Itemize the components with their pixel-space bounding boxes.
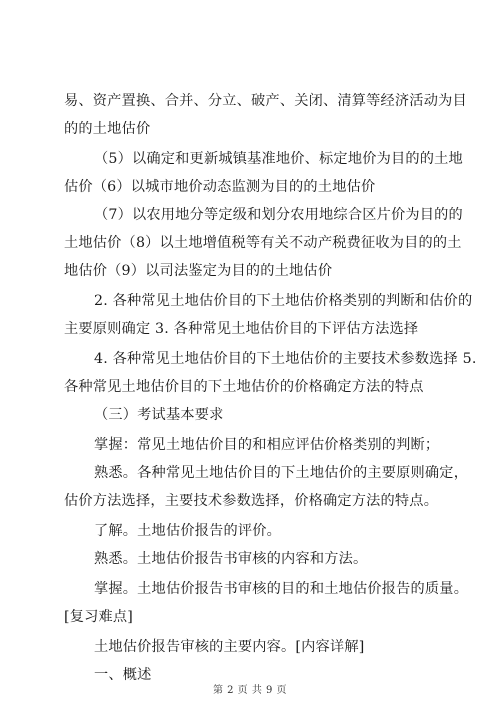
text-line: 估价（6）以城市地价动态监测为目的的土地估价 — [64, 179, 376, 195]
text-line: （5）以确定和更新城镇基准地价、标定地价为目的的土地 — [94, 151, 463, 167]
section-heading: 一、概述 — [94, 667, 152, 683]
text-line: 2. 各种常见土地估价目的下土地估价格类别的判断和估价的 — [94, 293, 473, 309]
text-line: 熟悉。土地估价报告书审核的内容和方法。 — [94, 551, 368, 567]
text-line: 4. 各种常见土地估价目的下土地估价的主要技术参数选择 5. — [94, 351, 477, 367]
text-line: 易、资产置换、合并、分立、破产、关闭、清算等经济活动为目 — [64, 93, 467, 109]
page-number: 第 2 页 共 9 页 — [212, 685, 288, 696]
section-heading: （三）考试基本要求 — [94, 407, 224, 423]
section-heading: [复习难点] — [64, 609, 134, 625]
text-line: 的的土地估价 — [64, 121, 151, 137]
text-line: 地估价（9）以司法鉴定为目的的土地估价 — [64, 263, 333, 279]
text-line: 主要原则确定 3. 各种常见土地估价目的下评估方法选择 — [64, 321, 419, 337]
text-line: 掌握：常见土地估价目的和相应评估价格类别的判断； — [94, 437, 440, 453]
text-line: 土地估价报告审核的主要内容。[内容详解] — [94, 639, 365, 655]
text-line: 各种常见土地估价目的下土地估价的价格确定方法的特点 — [64, 379, 424, 395]
text-line: 掌握。土地估价报告书审核的目的和土地估价报告的质量。 — [94, 581, 469, 597]
text-line: 了解。土地估价报告的评价。 — [94, 523, 282, 539]
text-line: （7）以农用地分等定级和划分农用地综合区片价为目的的 — [94, 207, 463, 223]
text-line: 土地估价（8）以土地增值税等有关不动产税费征收为目的的土 — [64, 235, 462, 251]
text-line: 熟悉。各种常见土地估价目的下土地估价的主要原则确定， — [94, 465, 469, 481]
text-line: 估价方法选择，主要技术参数选择，价格确定方法的特点。 — [64, 493, 439, 509]
